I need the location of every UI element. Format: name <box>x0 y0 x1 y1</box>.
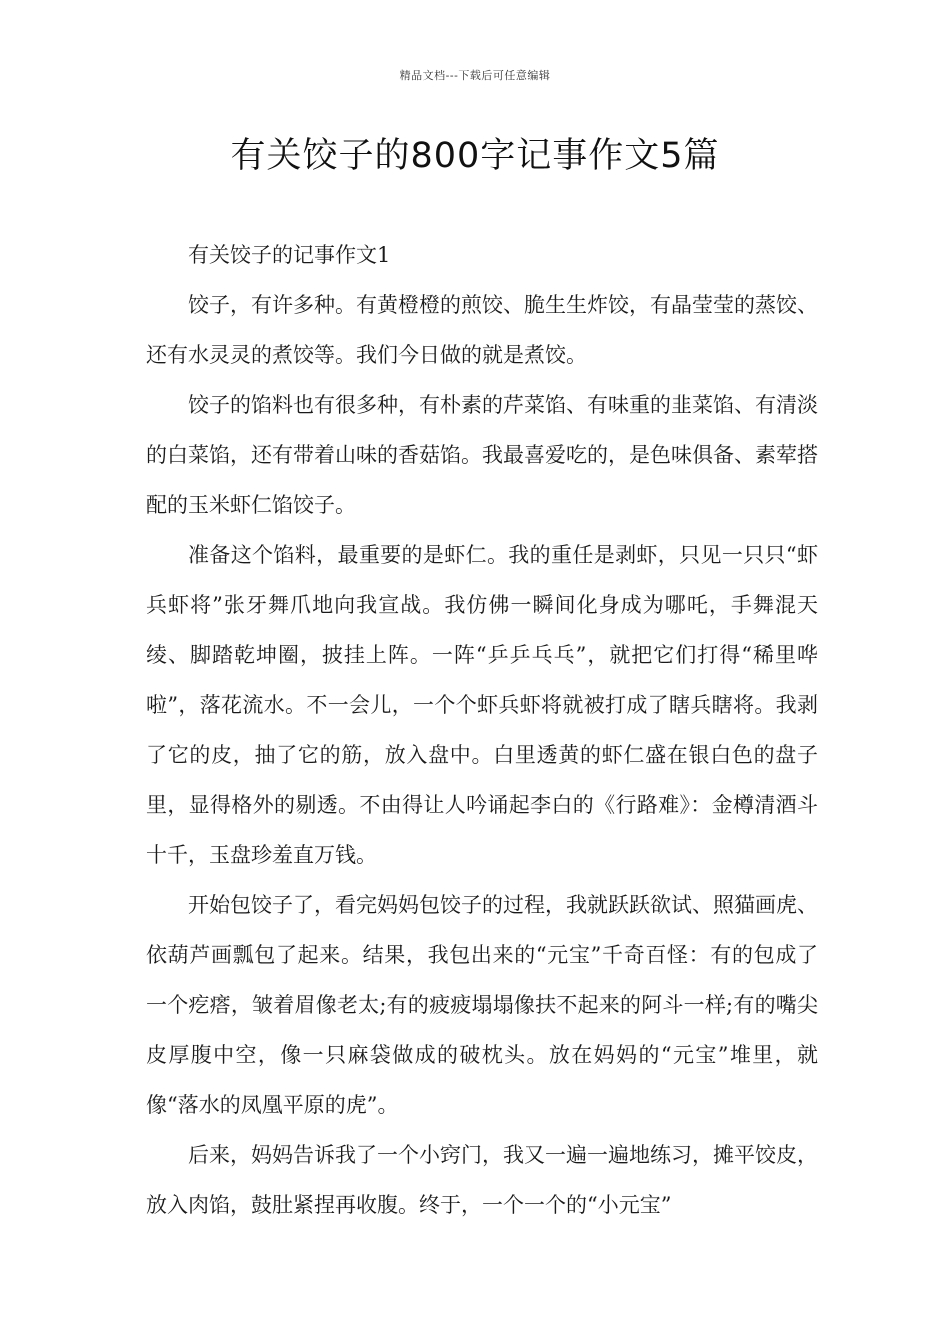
paragraph: 饺子的馅料也有很多种，有朴素的芹菜馅、有味重的韭菜馅、有清淡的白菜馅，还有带着山味的香菇馅。我最喜爱吃的，是色味俱备、素荤搭配的玉米虾仁馅饺子。 <box>146 393 818 517</box>
document-title: 有关饺子的800字记事作文5篇 <box>230 136 720 176</box>
paragraph: 后来，妈妈告诉我了一个小窍门，我又一遍一遍地练习，摊平饺皮，放入肉馅，鼓肚紧捏再收腹。终于，一个一个的“小元宝” <box>146 1143 818 1217</box>
paragraph: 饺子，有许多种。有黄橙橙的煎饺、脆生生炸饺，有晶莹莹的蒸饺、还有水灵灵的煮饺等。我们今日做的就是煮饺。 <box>146 293 818 367</box>
paragraph: 开始包饺子了，看完妈妈包饺子的过程，我就跃跃欲试、照猫画虎、依葫芦画瓢包了起来。结果，我包出来的“元宝”千奇百怪：有的包成了一个疙瘩，皱着眉像老太;有的疲疲塌塌像扶不起来的阿斗一样;有的嘴尖皮厚腹中空，像一只麻袋做成的破枕头。放在妈妈的“元宝”堆里，就像“落水的凤凰平原的虎”。 <box>146 893 818 1117</box>
article-subheading: 有关饺子的记事作文1 <box>188 243 391 267</box>
paragraph: 准备这个馅料，最重要的是虾仁。我的重任是剥虾，只见一只只“虾兵虾将”张牙舞爪地向我宣战。我仿佛一瞬间化身成为哪吒，手舞混天绫、脚踏乾坤圈，披挂上阵。一阵“乒乒乓乓”，就把它们打得“稀里哗啦”，落花流水。不一会儿，一个个虾兵虾将就被打成了瞎兵瞎将。我剥了它的皮，抽了它的筋，放入盘中。白里透黄的虾仁盛在银白色的盘子里，显得格外的剔透。不由得让人吟诵起李白的《行路难》：金樽清酒斗十千，玉盘珍羞直万钱。 <box>146 543 818 867</box>
header-note: 精品文档---下载后可任意编辑 <box>399 69 551 82</box>
article-body <box>146 230 818 1230</box>
